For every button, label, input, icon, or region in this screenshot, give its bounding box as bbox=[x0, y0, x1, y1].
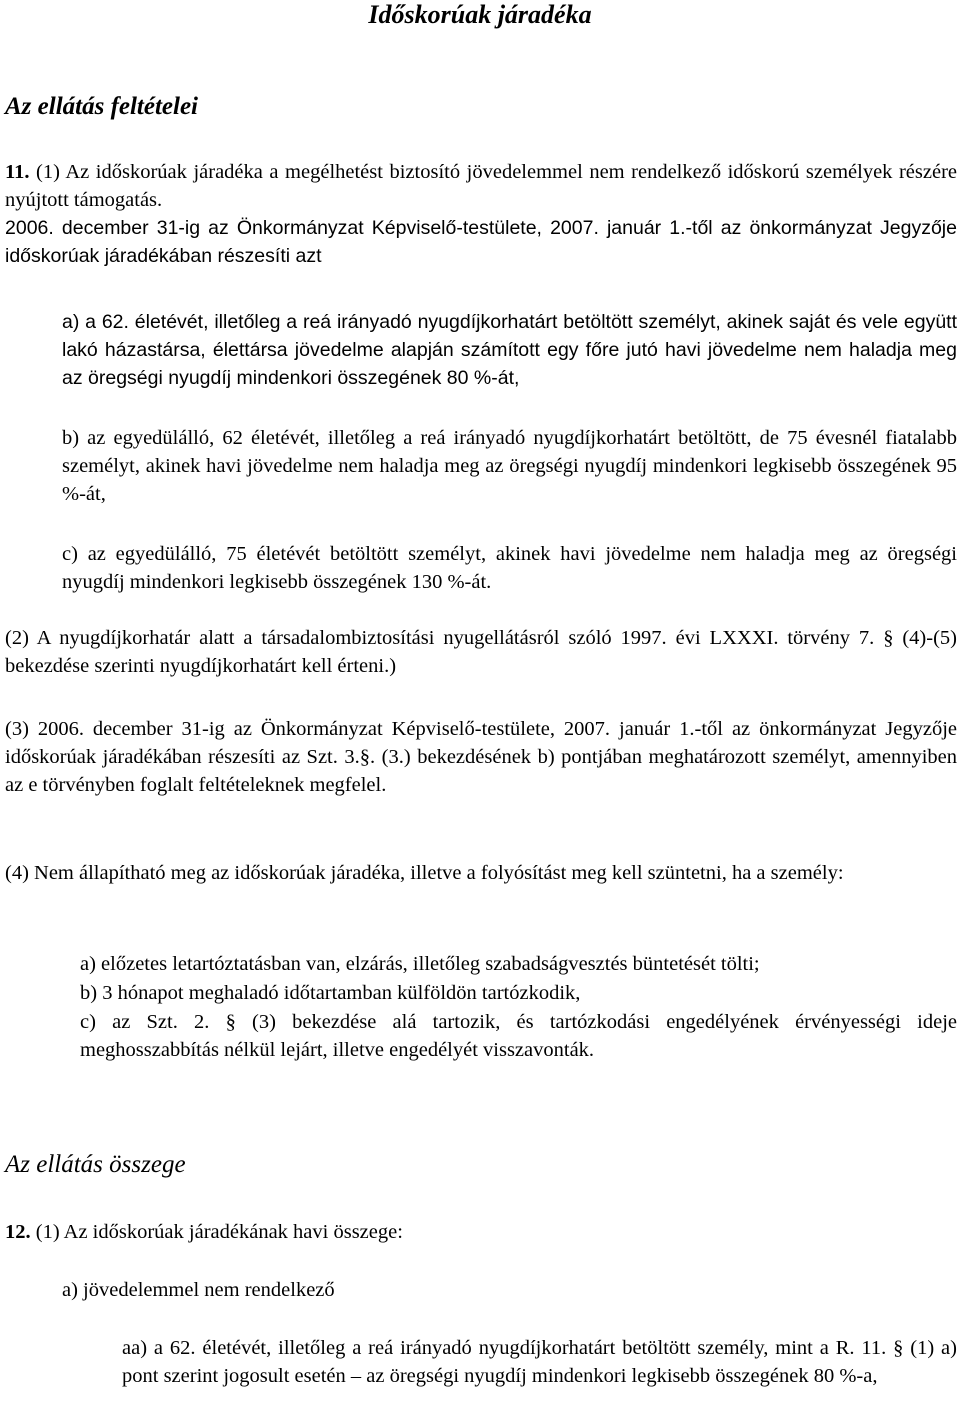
exclusion-item-c: c) az Szt. 2. § (3) bekezdése alá tartozik, és tartózkodási engedélyének érvényességi ideje meghosszabbítás nélkül lejárt, illetve engedélyét visszavonták. bbox=[80, 1011, 957, 1061]
paragraph-4: (4) Nem állapítható meg az időskorúak járadéka, illetve a folyósítást meg kell szüntetni, ha a személy: bbox=[5, 862, 844, 884]
exclusion-item-b: b) 3 hónapot meghaladó időtartamban külföldön tartózkodik, bbox=[80, 982, 581, 1004]
document-title: Időskorúak járadéka bbox=[368, 0, 592, 29]
paragraph-11-intro-text: (1) Az időskorúak járadéka a megélhetést biztosító jövedelemmel nem rendelkező időskorú személyek részére nyújtott támogatás. bbox=[5, 161, 957, 211]
condition-item-b: b) az egyedülálló, 62 életévét, illetőleg a reá irányadó nyugdíjkorhatárt betöltött, de 75 évesnél fiatalabb személyt, akinek havi jövedelme nem haladja meg az öregségi nyugdíj mindenkori legkisebb összegének 95 %-át, bbox=[62, 427, 957, 505]
amendment-clause: 2006. december 31-ig az Önkormányzat Képviselő-testülete, 2007. január 1.-től az önkormányzat Jegyzője időskorúak járadékában részesíti azt bbox=[5, 217, 957, 267]
paragraph-3: (3) 2006. december 31-ig az Önkormányzat Képviselő-testülete, 2007. január 1.-től az önkormányzat Jegyzője időskorúak járadékában részesíti az Szt. 3.§. (3.) bekezdésének b) pontjában meghatározott személyt, amennyiben az e törvényben foglalt feltételeknek megfelel. bbox=[5, 718, 957, 796]
paragraph-12-intro-text: (1) Az időskorúak járadékának havi összege: bbox=[30, 1221, 403, 1243]
condition-item-c: c) az egyedülálló, 75 életévét betöltött személyt, akinek havi jövedelme nem haladja meg az öregségi nyugdíj mindenkori legkisebb összegének 130 %-át. bbox=[62, 543, 957, 593]
paragraph-12-intro bbox=[5, 1218, 957, 1246]
paragraph-11-intro bbox=[5, 158, 957, 214]
condition-item-a: a) a 62. életévét, illetőleg a reá irányadó nyugdíjkorhatárt betöltött személyt, akinek saját és vele együtt lakó házastársa, élettársa jövedelme alapján számított egy főre jutó havi jövedelme nem haladja meg az öregségi nyugdíj mindenkori összegének 80 %-át, bbox=[62, 311, 957, 389]
amount-item-aa: aa) a 62. életévét, illetőleg a reá irányadó nyugdíjkorhatárt betöltött személy, mint a R. 11. § (1) a) pont szerint jogosult esetén – az öregségi nyugdíj mindenkori legkisebb összegének 80 %-a, bbox=[122, 1337, 957, 1387]
paragraph-2: (2) A nyugdíjkorhatár alatt a társadalombiztosítási nyugellátásról szóló 1997. évi LXXXI. törvény 7. § (4)-(5) bekezdése szerinti nyugdíjkorhatárt kell érteni.) bbox=[5, 627, 957, 677]
amount-item-a: a) jövedelemmel nem rendelkező bbox=[62, 1279, 335, 1301]
paragraph-number: 11. bbox=[5, 161, 30, 183]
exclusion-item-a: a) előzetes letartóztatásban van, elzárás, illetőleg szabadságvesztés büntetését tölti; bbox=[80, 953, 760, 975]
section-heading-amount: Az ellátás összege bbox=[5, 1151, 186, 1178]
paragraph-number: 12. bbox=[5, 1221, 31, 1243]
section-heading-conditions: Az ellátás feltételei bbox=[5, 93, 199, 120]
